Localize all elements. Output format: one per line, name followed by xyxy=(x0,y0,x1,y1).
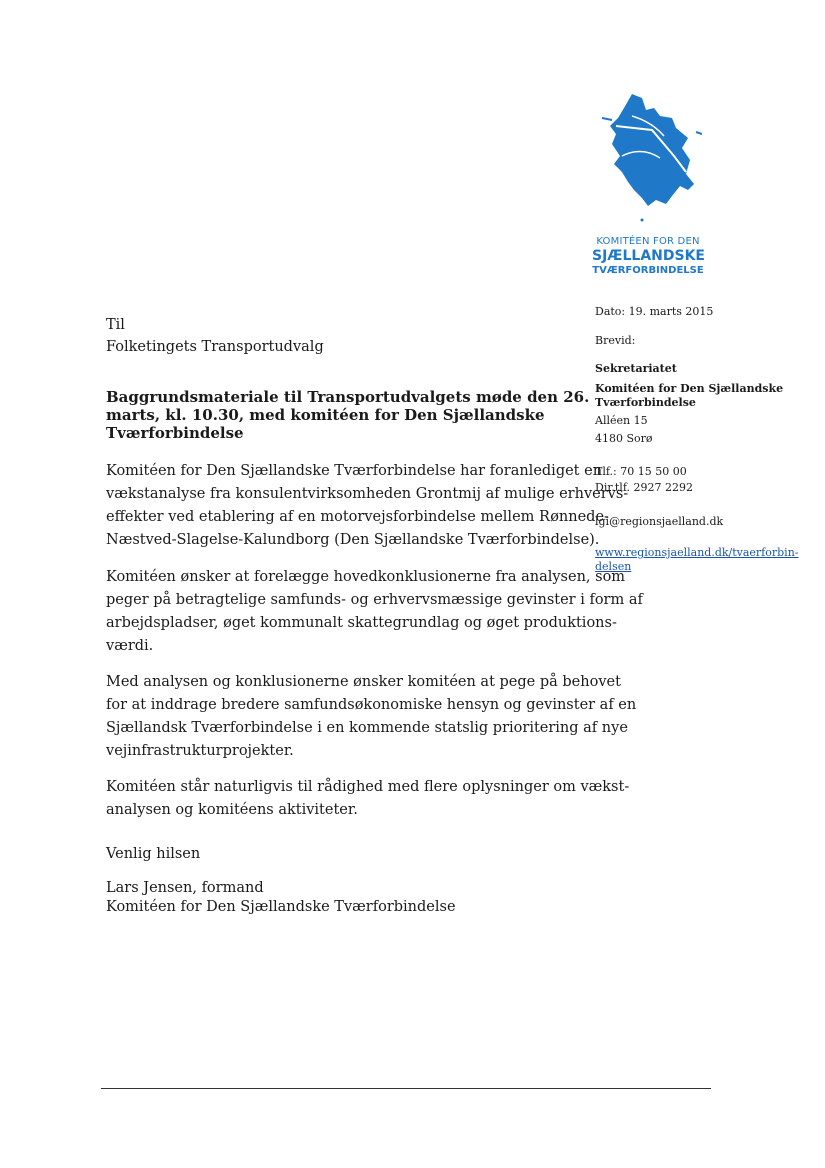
footer-divider xyxy=(101,1088,711,1089)
secretariat-block xyxy=(595,362,795,446)
logo-text-line1: KOMITÉEN FOR DEN xyxy=(596,236,700,247)
paragraph-line: værdi. xyxy=(106,638,154,654)
paragraph-line: Komitéen ønsker at forelægge hovedkonklusionerne fra analysen, som xyxy=(106,569,626,585)
website-link-line1[interactable]: www.regionsjaelland.dk/tvaerforbin- xyxy=(595,546,799,559)
website-link-line2[interactable]: delsen xyxy=(595,560,632,573)
letter-heading xyxy=(106,388,590,442)
paragraph-line: effekter ved etablering af en motorvejsforbindelse mellem Rønnede- xyxy=(106,509,609,525)
recipient-to: Til xyxy=(106,317,125,333)
sjaelland-map-icon xyxy=(602,86,702,226)
secretariat-org-line1: Komitéen for Den Sjællandske xyxy=(595,382,784,395)
paragraph-line: Næstved-Slagelse-Kalundborg (Den Sjællandske Tværforbindelse). xyxy=(106,532,600,548)
date-field: Dato: 19. marts 2015 xyxy=(595,305,714,318)
body-paragraph-3 xyxy=(106,671,637,763)
signer-name: Lars Jensen, formand xyxy=(106,880,264,896)
heading-line: Tværforbindelse xyxy=(106,424,244,442)
phone-main: Tlf.: 70 15 50 00 xyxy=(595,465,687,478)
logo-text-line2: SJÆLLANDSKE xyxy=(592,248,705,264)
recipient-block xyxy=(106,314,324,358)
signature-block xyxy=(106,879,456,917)
phone-direct: Dir.tlf. 2927 2292 xyxy=(595,481,693,494)
paragraph-line: analysen og komitéens aktiviteter. xyxy=(106,802,358,818)
paragraph-line: Komitéen står naturligvis til rådighed med flere oplysninger om vækst- xyxy=(106,779,630,795)
heading-line: Baggrundsmateriale til Transportudvalgets møde den 26. xyxy=(106,388,590,406)
heading-line: marts, kl. 10.30, med komitéen for Den Sjællandske xyxy=(106,406,545,424)
greeting: Venlig hilsen xyxy=(106,846,201,862)
recipient-name: Folketingets Transportudvalg xyxy=(106,339,324,355)
paragraph-line: vejinfrastrukturprojekter. xyxy=(106,743,294,759)
website-link[interactable] xyxy=(595,546,799,574)
body-paragraph-1 xyxy=(106,460,629,552)
paragraph-line: Sjællandsk Tværforbindelse i en kommende statslig prioritering af nye xyxy=(106,720,628,736)
paragraph-line: Med analysen og konklusionerne ønsker komitéen at pege på behovet xyxy=(106,674,621,690)
paragraph-line: Komitéen for Den Sjællandske Tværforbindelse har foranlediget en xyxy=(106,463,603,479)
logo-text-line3: TVÆRFORBINDELSE xyxy=(592,265,704,276)
body-paragraph-4 xyxy=(106,776,630,822)
letter-id-field: Brevid: xyxy=(595,334,636,347)
address-street: Alléen 15 xyxy=(595,414,648,427)
secretariat-title: Sekretariatet xyxy=(595,362,677,375)
paragraph-line: vækstanalyse fra konsulentvirksomheden Grontmij af mulige erhvervs- xyxy=(106,486,629,502)
address-city: 4180 Sorø xyxy=(595,432,653,445)
paragraph-line: peger på betragtelige samfunds- og erhvervsmæssige gevinster i form af xyxy=(106,592,643,608)
committee-logo xyxy=(592,86,707,286)
email-address: lgi@regionsjaelland.dk xyxy=(595,515,724,528)
paragraph-line: for at inddrage bredere samfundsøkonomiske hensyn og gevinster af en xyxy=(106,697,637,713)
paragraph-line: arbejdspladser, øget kommunalt skattegrundlag og øget produktions- xyxy=(106,615,617,631)
signer-org: Komitéen for Den Sjællandske Tværforbindelse xyxy=(106,899,456,915)
secretariat-org-line2: Tværforbindelse xyxy=(595,396,696,409)
phone-block xyxy=(595,464,795,496)
